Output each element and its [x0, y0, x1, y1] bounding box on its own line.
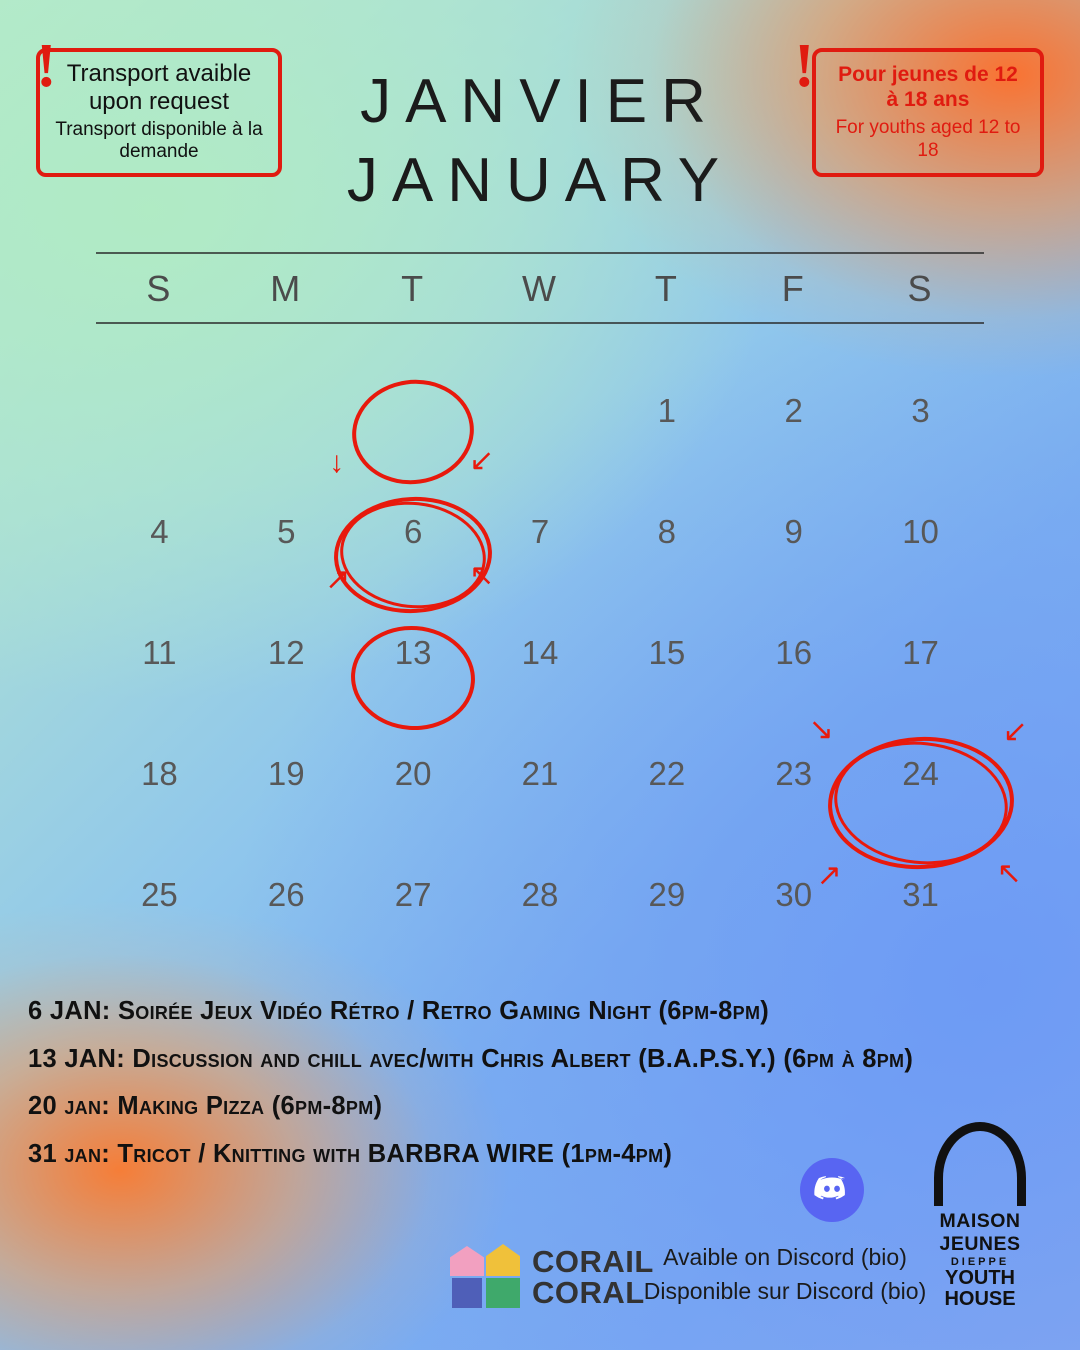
- calendar-day-3[interactable]: 3: [911, 391, 930, 429]
- calendar-grid: [96, 350, 1028, 955]
- mdj-line3: DIEPPE: [950, 1256, 1010, 1268]
- highlight-arrow-icon: ↗: [816, 858, 842, 892]
- calendar-day-28[interactable]: 28: [521, 875, 559, 913]
- calendar-cell-empty: [223, 350, 350, 471]
- calendar-cell-empty: [96, 350, 223, 471]
- corail-logo-line2: CORAL: [532, 1275, 645, 1310]
- mdj-line4a: YOUTH: [945, 1267, 1015, 1289]
- calendar-day-23[interactable]: 23: [775, 754, 813, 792]
- exclamation-icon: !: [36, 32, 57, 100]
- weekday-fri: F: [781, 268, 806, 309]
- discord-text-fr: Disponible sur Discord (bio): [643, 1277, 927, 1304]
- house-icon: [934, 1122, 1026, 1206]
- mdj-line4b: HOUSE: [944, 1288, 1016, 1310]
- transport-callout-en: Transport avaible upon request: [66, 60, 252, 115]
- calendar-day-2[interactable]: 2: [784, 391, 803, 429]
- highlight-arrow-icon: ↖: [996, 856, 1022, 890]
- calendar-day-6[interactable]: 6: [403, 512, 423, 550]
- event-item: 6 JAN: Soirée Jeux Vidéo Rétro / Retro Gaming Night (6pm-8pm): [28, 997, 770, 1025]
- calendar-cell-empty: [350, 350, 477, 471]
- page-title: [0, 62, 1080, 221]
- weekday-mon: M: [270, 268, 303, 309]
- calendar-day-21[interactable]: 21: [521, 754, 559, 792]
- highlight-arrow-icon: ↘: [808, 712, 834, 746]
- title-line-en: JANUARY: [346, 146, 734, 216]
- mdj-logo: [914, 1122, 1046, 1310]
- calendar-day-4[interactable]: 4: [150, 512, 169, 550]
- event-item: 31 jan: Tricot / Knitting with BARBRA WIRE (1pm-4pm): [28, 1139, 673, 1168]
- mdj-line2: JEUNES: [939, 1233, 1021, 1255]
- calendar-day-10[interactable]: 10: [902, 512, 939, 550]
- highlight-arrow-icon: ↙: [469, 443, 495, 477]
- discord-text-en: Avaible on Discord (bio): [663, 1244, 907, 1271]
- corail-logo-line1: CORAIL: [532, 1244, 654, 1279]
- weekday-thu: T: [654, 268, 679, 309]
- discord-availability-text: [620, 1241, 950, 1308]
- highlight-arrow-icon: ↓: [329, 445, 345, 479]
- calendar-day-12[interactable]: 12: [267, 633, 305, 671]
- corail-logo: [450, 1244, 654, 1310]
- weekday-sat: S: [907, 268, 934, 309]
- calendar-day-13[interactable]: 13: [394, 633, 432, 671]
- calendar-day-19[interactable]: 19: [267, 754, 305, 792]
- calendar-day-17[interactable]: 17: [902, 633, 939, 671]
- divider-bottom: [96, 322, 984, 324]
- highlight-arrow-icon: ↖: [469, 558, 495, 592]
- mdj-line1: MAISON: [939, 1210, 1021, 1232]
- calendar: [96, 252, 1028, 955]
- calendar-day-7[interactable]: 7: [530, 512, 550, 550]
- title-line-fr: JANVIER: [360, 67, 720, 136]
- event-item: 13 JAN: Discussion and chill avec/with Chris Albert (B.A.P.S.Y.) (6pm à 8pm): [28, 1044, 914, 1073]
- calendar-day-31[interactable]: 31: [902, 875, 939, 913]
- calendar-day-25[interactable]: 25: [141, 875, 178, 913]
- divider-top: [96, 252, 984, 254]
- calendar-day-30[interactable]: 30: [775, 875, 813, 913]
- corail-logo-mark: [450, 1244, 524, 1310]
- house-shape-pink: [450, 1246, 484, 1276]
- calendar-day-9[interactable]: 9: [784, 512, 803, 550]
- discord-icon[interactable]: [800, 1158, 864, 1222]
- calendar-day-11[interactable]: 11: [142, 633, 177, 671]
- house-shape-yellow: [486, 1244, 520, 1276]
- weekday-wed: W: [522, 268, 558, 309]
- corail-logo-text: [532, 1246, 654, 1308]
- calendar-day-26[interactable]: 26: [267, 875, 305, 913]
- footer: [0, 1142, 1080, 1332]
- calendar-day-8[interactable]: 8: [657, 512, 677, 550]
- highlight-arrow-icon: ↗: [325, 562, 351, 596]
- highlight-arrow-icon: ↙: [1002, 714, 1028, 748]
- age-callout-fr: Pour jeunes de 12 à 18 ans: [838, 63, 1018, 112]
- calendar-day-22[interactable]: 22: [648, 754, 686, 792]
- calendar-day-14[interactable]: 14: [521, 633, 559, 671]
- calendar-day-18[interactable]: 18: [141, 754, 178, 792]
- calendar-day-16[interactable]: 16: [775, 633, 813, 671]
- event-item: 20 jan: Making Pizza (6pm-8pm): [28, 1092, 383, 1121]
- calendar-day-24[interactable]: 24: [902, 754, 939, 792]
- weekday-header-row: [96, 254, 984, 322]
- square-shape-blue: [452, 1278, 482, 1308]
- weekday-sun: S: [146, 268, 173, 309]
- exclamation-icon: !: [794, 32, 815, 100]
- calendar-day-27[interactable]: 27: [394, 875, 432, 913]
- calendar-day-20[interactable]: 20: [394, 754, 432, 792]
- transport-callout-fr: Transport disponible à la demande: [55, 119, 263, 163]
- calendar-cell-empty: [477, 350, 604, 471]
- calendar-day-1[interactable]: 1: [657, 391, 677, 429]
- square-shape-green: [486, 1278, 520, 1308]
- age-callout-en: For youths aged 12 to 18: [835, 117, 1021, 162]
- calendar-day-15[interactable]: 15: [648, 633, 686, 671]
- calendar-day-29[interactable]: 29: [648, 875, 686, 913]
- weekday-tue: T: [401, 268, 426, 309]
- calendar-day-5[interactable]: 5: [277, 512, 296, 550]
